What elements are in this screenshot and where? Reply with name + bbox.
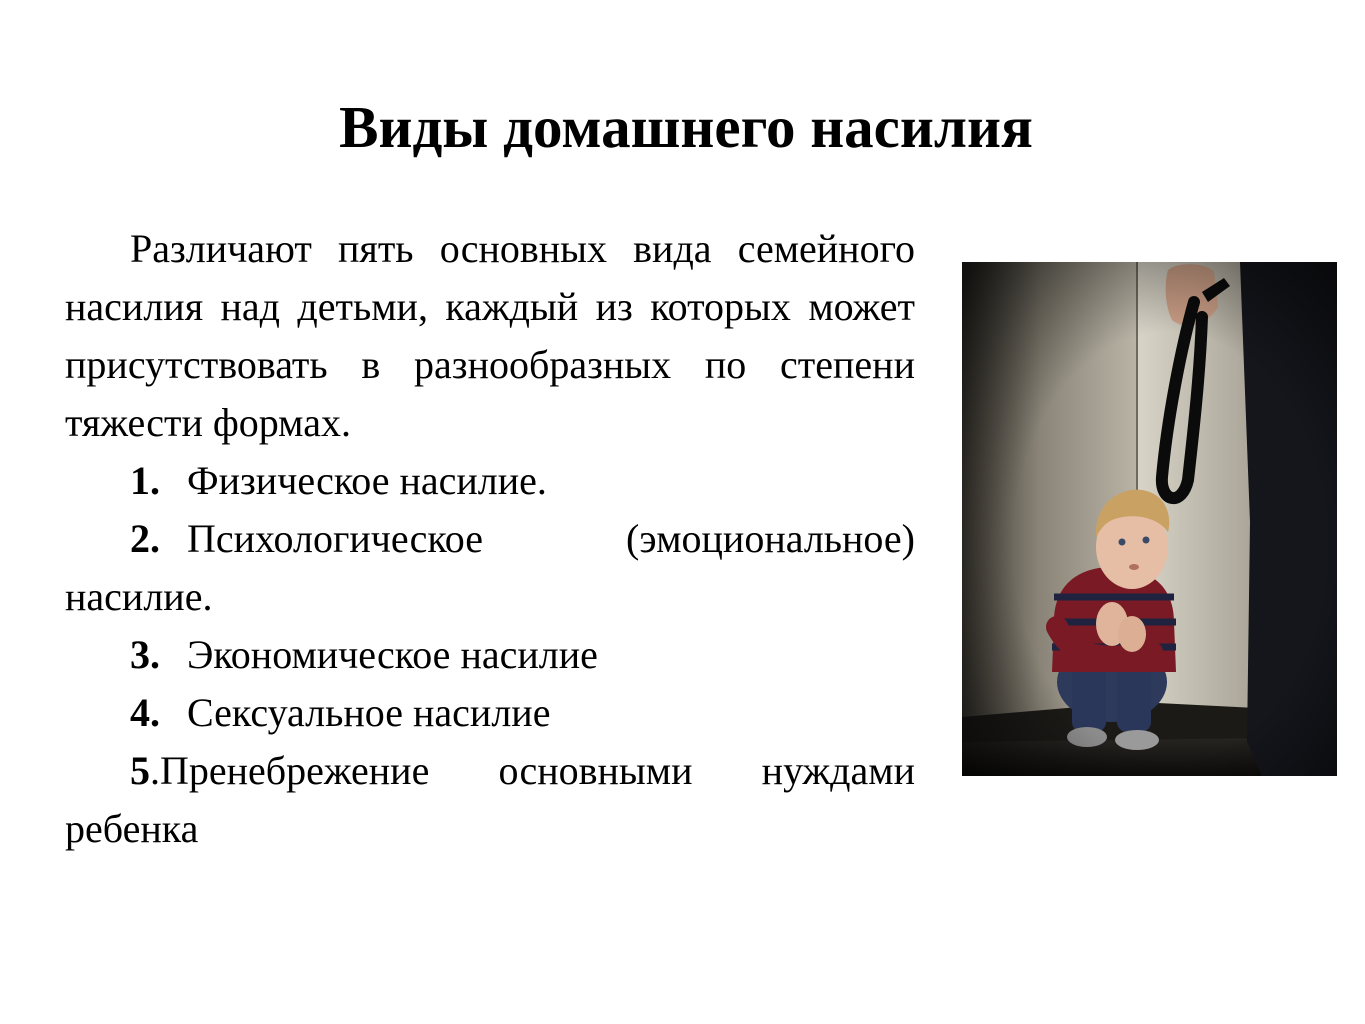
slide-title: Виды домашнего насилия — [339, 94, 1033, 160]
list-item — [65, 684, 915, 742]
list-item-number: 4. — [130, 690, 160, 735]
intro-paragraph: Различают пять основных вида семейного насилия над детьми, каждый из которых может присутствовать в разнообразных по степени тяжести формах. — [65, 226, 915, 445]
slide-body — [65, 220, 915, 858]
list-item — [65, 626, 915, 684]
list-item-number: 2. — [130, 516, 160, 561]
list-item-text: Сексуальное насилие — [187, 690, 551, 735]
list-item-number: 1. — [130, 458, 160, 503]
list-item-text: Экономическое насилие — [187, 632, 598, 677]
list-item — [65, 452, 915, 510]
list-item-number: 5 — [130, 748, 150, 793]
list-item — [65, 742, 915, 858]
list-item-number: 3. — [130, 632, 160, 677]
list-item-text: Физическое насилие. — [187, 458, 547, 503]
child-photo — [962, 262, 1337, 776]
list-item-text: .Пренебрежение основными нуждами ребенка — [65, 748, 915, 851]
list-item — [65, 510, 915, 626]
list-item-text: Психологическое (эмоциональное) насилие. — [65, 516, 915, 619]
